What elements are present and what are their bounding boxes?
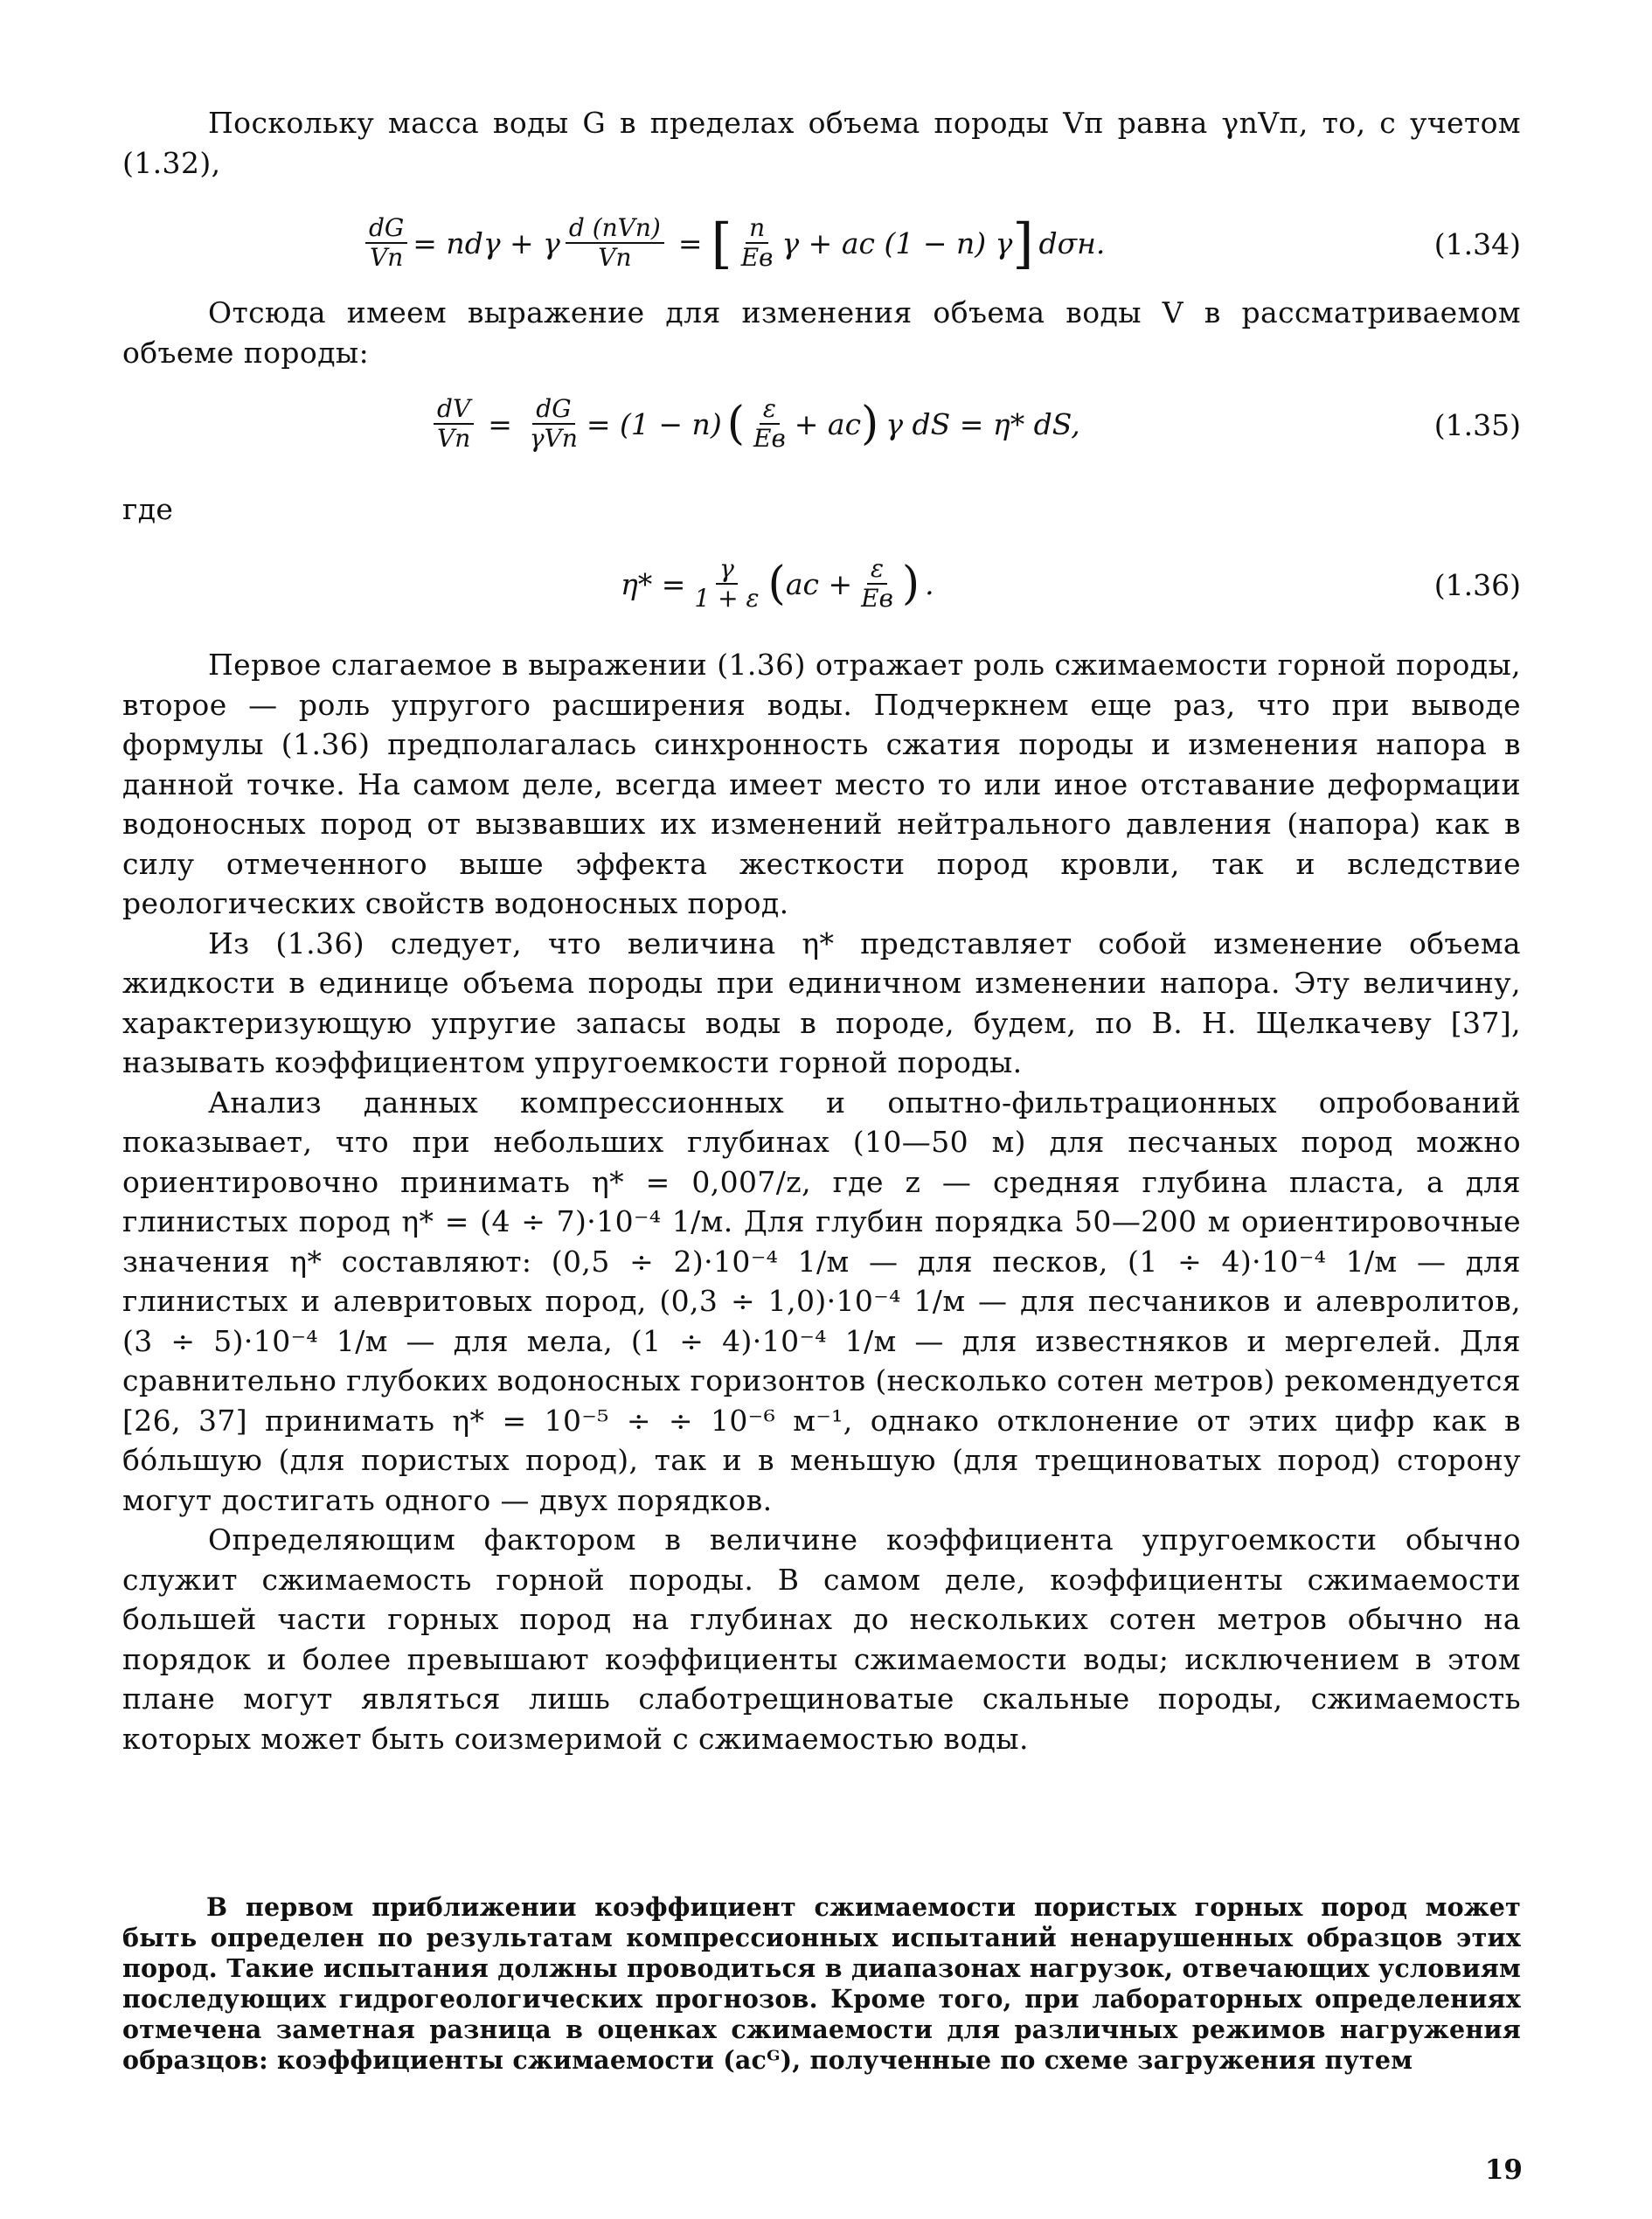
equation-1-36: [122, 555, 1521, 616]
between-block: [122, 293, 1521, 372]
left-paren: (: [767, 557, 786, 610]
equation-term: aс +: [785, 566, 853, 601]
fraction-denominator: γVп: [529, 424, 578, 453]
fraction-denominator: Vп: [598, 243, 632, 272]
equation-term: = ndγ + γ: [413, 225, 560, 260]
fraction: [566, 214, 664, 272]
fraction-denominator: Eв: [740, 243, 774, 272]
equation-term: = (1 − n): [586, 406, 722, 441]
where-block: [122, 489, 1521, 530]
fraction: [750, 395, 789, 453]
equation-number: (1.36): [1433, 568, 1521, 602]
equation-number: (1.34): [1433, 227, 1521, 261]
equation-body: [428, 395, 1080, 453]
fraction: [365, 214, 407, 272]
right-paren: ): [861, 397, 879, 450]
fraction-numerator: ε: [867, 555, 887, 585]
equation-body: [621, 555, 934, 613]
fraction-numerator: dG: [532, 395, 574, 425]
left-bracket: [: [711, 211, 732, 275]
right-bracket: ]: [1012, 211, 1034, 275]
equation-term: η* =: [621, 566, 686, 601]
fraction-denominator: Vп: [437, 424, 471, 453]
equation-term: .: [925, 566, 934, 601]
fraction: [691, 555, 762, 613]
fraction-denominator: Eв: [753, 424, 786, 453]
fraction: [857, 555, 897, 613]
equation-1-34: [122, 211, 1521, 275]
fraction-denominator: 1 + ε: [694, 584, 760, 613]
equals-sign: =: [488, 406, 512, 441]
fraction-numerator: ε: [760, 395, 780, 425]
fraction-numerator: γ: [716, 555, 738, 585]
where-word: где: [122, 492, 174, 526]
equation-1-35: [122, 395, 1521, 456]
fraction-numerator: dV: [434, 395, 474, 425]
fraction: [434, 395, 474, 453]
body-paragraph: Первое слагаемое в выражении (1.36) отражает роль сжимаемости горной породы, второе — роль упругого расширения воды. Подчеркнем еще раз, что при выводе формулы (1.36) предполагалась синхронность сжатия породы и изменения напора в данной точке. На самом деле, всегда имеет место то или иное отставание деформации водоносных пород от вызвавших их изменений нейтрального давления (напора) как в силу отмеченного выше эффекта жесткости пород кровли, так и вследствие реологических свойств водоносных пород.: [122, 648, 1521, 920]
equation-term: γ + aс (1 − n) γ: [781, 225, 1013, 260]
right-paren: ): [901, 557, 920, 610]
page-number: 19: [1484, 2154, 1523, 2186]
body-paragraph: Анализ данных компрессионных и опытно-фильтрационных опробований показывает, что при небольших глубинах (10—50 м) для песчаных пород можно ориентировочно принимать η* = 0,007/z, где z — средняя глубина пласта, а для глинистых пород η* = (4 ÷ 7)·10⁻⁴ 1/м. Для глубин порядка 50—200 м ориентировочные значения η* составляют: (0,5 ÷ 2)·10⁻⁴ 1/м — для песков, (1 ÷ 4)·10⁻⁴ 1/м — для глинистых и алевритовых пород, (0,3 ÷ 1,0)·10⁻⁴ 1/м — для песчаников и алевролитов, (3 ÷ 5)·10⁻⁴ 1/м — для мела, (1 ÷ 4)·10⁻⁴ 1/м — для известняков и мергелей. Для сравнительно глубоких водоносных горизонтов (несколько сотен метров) рекомендуется [26, 37] принимать η* = 10⁻⁵ ÷ ÷ 10⁻⁶ м⁻¹, однако отклонение от этих цифр как в бóльшую (для пористых пород), так и в меньшую (для трещиноватых пород) сторону могут достигать одного — двух порядков.: [122, 1085, 1521, 1517]
fraction-numerator: n: [746, 214, 768, 244]
fraction-numerator: dG: [365, 214, 407, 244]
left-paren: (: [726, 397, 745, 450]
fraction-numerator: d (nVп): [566, 214, 664, 244]
equation-body: [360, 211, 1106, 275]
fraction: [738, 214, 777, 272]
equals-sign: =: [677, 225, 703, 260]
equation-term: γ dS = η* dS,: [885, 406, 1080, 441]
fraction-denominator: Eв: [861, 584, 893, 613]
fraction: [526, 395, 581, 453]
body-paragraph: Определяющим фактором в величине коэффициента упругоемкости обычно служит сжимаемость горной породы. В самом деле, коэффициенты сжимаемости большей части горных пород на глубинах до нескольких сотен метров обычно на порядок и более превышают коэффициенты сжимаемости воды; исключением в этом плане могут являться лишь слаботрещиноватые скальные породы, сжимаемость которых может быть соизмеримой с сжимаемостью воды.: [122, 1522, 1521, 1756]
note-paragraph: В первом приближении коэффициент сжимаемости пористых горных пород может быть определен по результатам компрессионных испытаний ненарушенных образцов этих пород. Такие испытания должны проводиться в диапазонах нагрузок, отвечающих условиям последующих гидрогеологических прогнозов. Кроме того, при лабораторных определениях отмечена заметная разница в оценках сжимаемости для различных режимов нагружения образцов: коэффициенты сжимаемости (aсᴳ), полученные по схеме загружения путем: [122, 1892, 1521, 2075]
equation-term: + aс: [794, 406, 862, 441]
equation-number: (1.35): [1433, 408, 1521, 442]
body-paragraph: Из (1.36) следует, что величина η* представляет собой изменение объема жидкости в единице объема породы при единичном изменении напора. Эту величину, характеризующую упругие запасы воды в породе, будем, по В. Н. Щелкачеву [37], называть коэффициентом упругоемкости горной породы.: [122, 926, 1521, 1079]
paragraph: Отсюда имеем выражение для изменения объема воды V в рассматриваемом объеме породы:: [122, 295, 1521, 370]
intro-block: [122, 103, 1521, 183]
fraction-denominator: Vп: [370, 243, 404, 272]
intro-paragraph: Поскольку масса воды G в пределах объема породы Vп равна γnVп, то, с учетом (1.32),: [122, 106, 1521, 180]
equation-term: dσн.: [1038, 225, 1106, 260]
body-text: [122, 645, 1521, 1758]
note-block: [122, 1892, 1521, 2076]
